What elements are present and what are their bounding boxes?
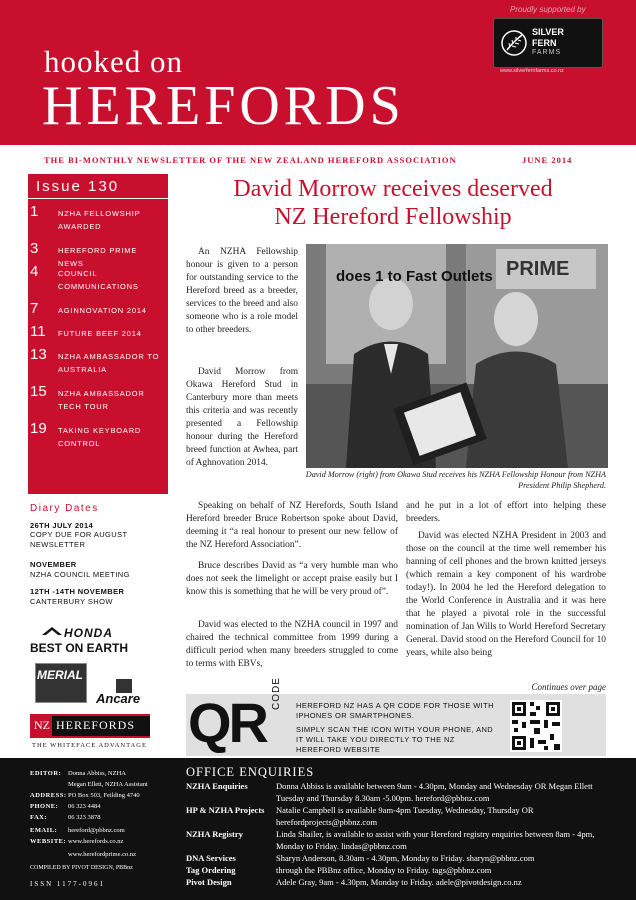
toc-item[interactable]: HEREFORD PRIME NEWS — [58, 246, 138, 268]
fax-label: FAX: — [30, 814, 48, 821]
article-headline-line2: NZ Hereford Fellowship — [274, 204, 512, 230]
sf-logo-line1: SILVER — [532, 27, 564, 37]
office-info: Donna Abbiss is available between 9am - 4.30pm, Monday and Wednesday OR Megan Ellett Tuesday and Thursday 8.30am -5.00pm. hereford@pbbnz.com — [276, 781, 593, 803]
article-paragraph: Bruce describes David as “a very humble man who does not seek the limelight or accept praise easily but I know this is something that he will be very proud of”. — [186, 561, 398, 597]
toc-item[interactable]: NZHA AMBASSADOR TECH TOUR — [58, 389, 145, 411]
fax-value: 06 323 3878 — [68, 814, 101, 821]
nz-herefords-logo-name: HEREFORDS — [56, 718, 136, 732]
office-enquiries-heading: OFFICE ENQUIRIES — [186, 765, 315, 779]
honda-logo: HONDA — [64, 626, 113, 640]
office-info: Sharyn Anderson, 8.30am - 4.30pm, Monday to Friday. sharyn@pbbnz.com — [276, 853, 535, 863]
toc-item[interactable]: AGINNOVATION 2014 — [58, 306, 147, 315]
diary-date: 26TH JULY 2014 — [30, 521, 94, 530]
sf-logo-line2: FERN — [532, 38, 557, 48]
sponsor-url: www.silverfernfarms.co.nz — [500, 68, 564, 74]
fern-icon — [501, 29, 527, 57]
diary-date: 12TH -14TH NOVEMBER — [30, 587, 125, 596]
issue-number: Issue 130 — [36, 178, 120, 195]
toc-page-number: 3 — [30, 240, 39, 257]
masthead-title-small: hooked on — [44, 44, 184, 79]
ancare-logo: Ancare — [96, 691, 141, 706]
toc-page-number: 4 — [30, 263, 39, 280]
toc-page-number: 13 — [30, 346, 47, 363]
office-label: Pivot Design — [186, 877, 232, 887]
office-info: Linda Shailer, is available to assist with your Hereford registry enquiries between 8am - 4pm, Monday to Friday. lindas@pbbnz.com — [276, 829, 595, 851]
qr-code-word: CODE — [271, 677, 282, 710]
masthead-title: HEREFORDS — [42, 75, 405, 137]
toc-page-number: 11 — [30, 323, 46, 340]
article-paragraph: David was elected NZHA President in 2003 and those on the council at the time well remember his banning of cell phones and the brown knitted jerseys (which remain a key component of his wardrobe today!). In 2004 he led the Hereford delegation to the World Conference in Australia and it was here that he played a pivotal role in the successful nomination of Jan Wills to World Hereford Secretary General. David stood on the Hereford Council for 10 years, while also being — [406, 531, 606, 658]
email-link[interactable]: hereford@pbbnz.com — [68, 827, 125, 834]
nz-herefords-logo-nz: NZ — [34, 718, 50, 732]
merial-logo-text: MERIAL — [37, 668, 83, 682]
toc-item[interactable]: COUNCIL COMMUNICATIONS — [58, 269, 139, 291]
intro-paragraph: David Morrow from Okawa Hereford Stud in Canterbury more than meets this criteria and was recently presented a Fellowship honour during the Hereford breed function at Awhea, part of Aghnovation 2014. — [186, 367, 298, 468]
office-label: Tag Ordering — [186, 865, 236, 875]
photo-sign-brand: PRIME — [506, 258, 570, 280]
newsletter-tagline: THE BI-MONTHLY NEWSLETTER OF THE NEW ZEALAND HEREFORD ASSOCIATION — [44, 155, 457, 165]
email-label: EMAIL: — [30, 827, 58, 834]
editor-value: Donna Abbiss, NZHA — [68, 770, 126, 777]
photo-caption: David Morrow (right) from Okawa Stud receives his NZHA Fellowship Honour from NZHA President Philip Shepherd. — [305, 470, 606, 490]
editor-label: EDITOR: — [30, 770, 62, 777]
diary-date: NOVEMBER — [30, 560, 77, 569]
website-label: WEBSITE: — [30, 838, 67, 845]
address-value: PO Box 503, Feilding 4740 — [68, 792, 140, 799]
website-link[interactable]: www.herefords.co.nz — [68, 838, 124, 845]
toc-page-number: 19 — [30, 420, 47, 437]
sponsor-label: Proudly supported by — [510, 5, 586, 14]
qr-instructions-text: SIMPLY SCAN THE ICON WITH YOUR PHONE, AND IT WILL TAKE YOU DIRECTLY TO THE NZ HEREFORD WEBSITE — [296, 725, 494, 754]
toc-page-number: 7 — [30, 300, 39, 317]
phone-value: 06 323 4484 — [68, 803, 101, 810]
editor-value-2: Megan Ellett, NZHA Assistant — [68, 781, 148, 788]
office-label: NZHA Enquiries — [186, 781, 248, 791]
diary-event: CANTERBURY SHOW — [30, 597, 113, 606]
address-label: ADDRESS: — [30, 792, 67, 799]
nz-herefords-logo-box — [52, 716, 150, 736]
office-label: DNA Services — [186, 853, 236, 863]
office-info: Natalie Campbell is available 9am-4pm Tuesday, Wednesday, Thursday OR herefordprojects@pbbnz.com — [276, 805, 534, 827]
website-link-2[interactable]: www.herefordprime.co.nz — [68, 851, 136, 858]
divider — [28, 198, 168, 199]
article-paragraph: Speaking on behalf of NZ Herefords, South Island Hereford breeder Bruce Robertson spoke about David, deeming it “a real honour to present our new fellow of the NZ Hereford Association”. — [186, 501, 398, 550]
toc-item[interactable]: FUTURE BEEF 2014 — [58, 329, 142, 338]
award-photo — [306, 244, 608, 468]
qr-big-label: QR — [188, 691, 266, 754]
article-paragraph: and he put in a lot of effort into helping these breeders. — [406, 501, 606, 524]
toc-item[interactable]: TAKING KEYBOARD CONTROL — [58, 426, 142, 448]
phone-label: PHONE: — [30, 803, 59, 810]
qr-info-text: HEREFORD NZ HAS A QR CODE FOR THOSE WITH IPHONES OR SMARTPHONES. — [296, 701, 494, 720]
office-info: through the PBBnz office, Monday to Friday. tags@pbbnz.com — [276, 865, 492, 875]
compiled-by: COMPILED BY PIVOT DESIGN, PBBnz — [30, 865, 133, 871]
issn: ISSN 1177-0961 — [30, 880, 105, 888]
office-info: Adele Gray, 9am - 4.30pm, Monday to Friday. adele@pivotdesign.co.nz — [276, 877, 522, 887]
intro-paragraph: An NZHA Fellowship honour is given to a person for outstanding service to the Hereford breed as a breeder, services to the breed and also someone who is a role model to other breeders. — [186, 247, 298, 335]
sf-logo-line3: FARMS — [532, 49, 562, 56]
diary-event: COPY DUE FOR AUGUST NEWSLETTER — [30, 530, 128, 549]
article-headline: David Morrow receives deserved — [233, 176, 553, 202]
continues-link[interactable]: Continues over page — [531, 682, 606, 692]
photo-sign-text: does 1 to Fast Outlets — [336, 268, 493, 285]
qr-code-icon[interactable] — [510, 700, 562, 752]
diary-dates-heading: Diary Dates — [30, 503, 99, 514]
honda-tagline: BEST ON EARTH — [30, 641, 129, 655]
silver-fern-farms-logo — [493, 18, 603, 68]
office-label: HP & NZHA Projects — [186, 805, 265, 815]
toc-item[interactable]: NZHA AMBASSADOR TO AUSTRALIA — [58, 352, 160, 374]
diary-event: NZHA COUNCIL MEETING — [30, 570, 130, 579]
issue-date: JUNE 2014 — [522, 155, 573, 165]
office-label: NZHA Registry — [186, 829, 243, 839]
honda-wing-icon — [42, 627, 62, 637]
toc-page-number: 1 — [30, 203, 39, 220]
article-paragraph: David was elected to the NZHA council in 1997 and chaired the technical committee from 1999 during a difficult period when many breeders struggled to come to terms with EBVs, — [186, 620, 398, 669]
toc-page-number: 15 — [30, 383, 47, 400]
toc-item[interactable]: NZHA FELLOWSHIP AWARDED — [58, 209, 141, 231]
nz-herefords-tagline: THE WHITEFACE ADVANTAGE — [32, 742, 147, 749]
